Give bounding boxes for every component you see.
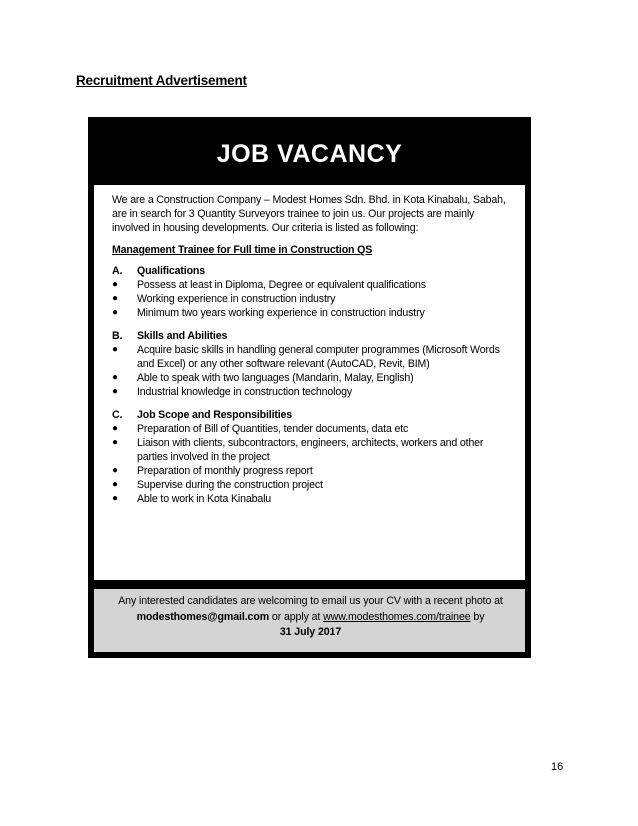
bullet-icon: ● xyxy=(112,279,118,290)
bullet-icon: ● xyxy=(112,307,118,318)
list-item-text: Industrial knowledge in construction technology xyxy=(137,386,352,398)
section-qualifications xyxy=(112,264,509,320)
list-item-text: Possess at least in Diploma, Degree or equivalent qualifications xyxy=(137,279,426,291)
list-item-text: Acquire basic skills in handling general computer programmes (Microsoft Words and Excel) or any other software relevant (AutoCAD, Revit, BIM) xyxy=(137,344,500,370)
bullet-icon: ● xyxy=(112,479,118,490)
deadline-date: 31 July 2017 xyxy=(279,626,342,638)
list-item-text: Working experience in construction industry xyxy=(137,293,336,305)
document-heading: Recruitment Advertisement xyxy=(76,73,247,88)
section-items xyxy=(112,278,509,320)
job-vacancy-advertisement xyxy=(88,117,531,658)
advertisement-title: JOB VACANCY xyxy=(216,139,403,168)
bullet-icon: ● xyxy=(112,386,118,397)
section-title xyxy=(112,329,509,343)
footer-text: Any interested candidates are welcoming to email us your CV with a recent photo at xyxy=(118,595,503,607)
section-title xyxy=(112,264,509,278)
list-item xyxy=(112,306,509,320)
list-item-text: Liaison with clients, subcontractors, engineers, architects, workers and other parties involved in the project xyxy=(137,437,484,463)
apply-url: www.modesthomes.com/trainee xyxy=(323,610,471,623)
list-item xyxy=(112,492,509,506)
contact-email: modesthomes@gmail.com xyxy=(136,610,270,623)
section-letter: A. xyxy=(112,265,123,277)
list-item xyxy=(112,371,509,385)
section-skills xyxy=(112,329,509,399)
position-subheading: Management Trainee for Full time in Construction QS xyxy=(112,244,373,256)
list-item-text: Able to work in Kota Kinabalu xyxy=(137,493,272,505)
section-title-text: Qualifications xyxy=(137,265,205,277)
bullet-icon: ● xyxy=(112,423,118,434)
list-item-text: Minimum two years working experience in construction industry xyxy=(137,307,425,319)
list-item xyxy=(112,478,509,492)
list-item xyxy=(112,464,509,478)
section-title-text: Skills and Abilities xyxy=(137,330,228,342)
advertisement-footer xyxy=(94,589,525,652)
list-item xyxy=(112,292,509,306)
list-item xyxy=(112,278,509,292)
intro-paragraph: We are a Construction Company – Modest Homes Sdn. Bhd. in Kota Kinabalu, Sabah, are in search for 3 Quantity Surveyors trainee to join us. Our projects are mainly involved in housing developments. Our criteria is listed as following: xyxy=(112,194,506,234)
bullet-icon: ● xyxy=(112,293,118,304)
bullet-icon: ● xyxy=(112,344,118,355)
advertisement-frame xyxy=(94,123,525,652)
list-item-text: Preparation of Bill of Quantities, tender documents, data etc xyxy=(137,423,409,435)
bullet-icon: ● xyxy=(112,493,118,504)
section-letter: C. xyxy=(112,409,123,421)
section-title xyxy=(112,408,509,422)
list-item xyxy=(112,385,509,399)
footer-text: or apply at xyxy=(271,610,321,623)
list-item-text: Preparation of monthly progress report xyxy=(137,465,313,477)
list-item-text: Supervise during the construction project xyxy=(137,479,323,491)
bullet-icon: ● xyxy=(112,465,118,476)
list-item-text: Able to speak with two languages (Mandarin, Malay, English) xyxy=(137,372,414,384)
list-item xyxy=(112,422,509,436)
section-items xyxy=(112,422,509,506)
section-title-text: Job Scope and Responsibilities xyxy=(137,409,293,421)
advertisement-body xyxy=(94,185,525,580)
section-items xyxy=(112,343,509,399)
list-item xyxy=(112,436,509,464)
bullet-icon: ● xyxy=(112,372,118,383)
bullet-icon: ● xyxy=(112,437,118,448)
section-letter: B. xyxy=(112,330,123,342)
page-number: 16 xyxy=(551,761,564,773)
list-item xyxy=(112,343,509,371)
section-job-scope xyxy=(112,408,509,506)
footer-text: by xyxy=(473,610,485,623)
